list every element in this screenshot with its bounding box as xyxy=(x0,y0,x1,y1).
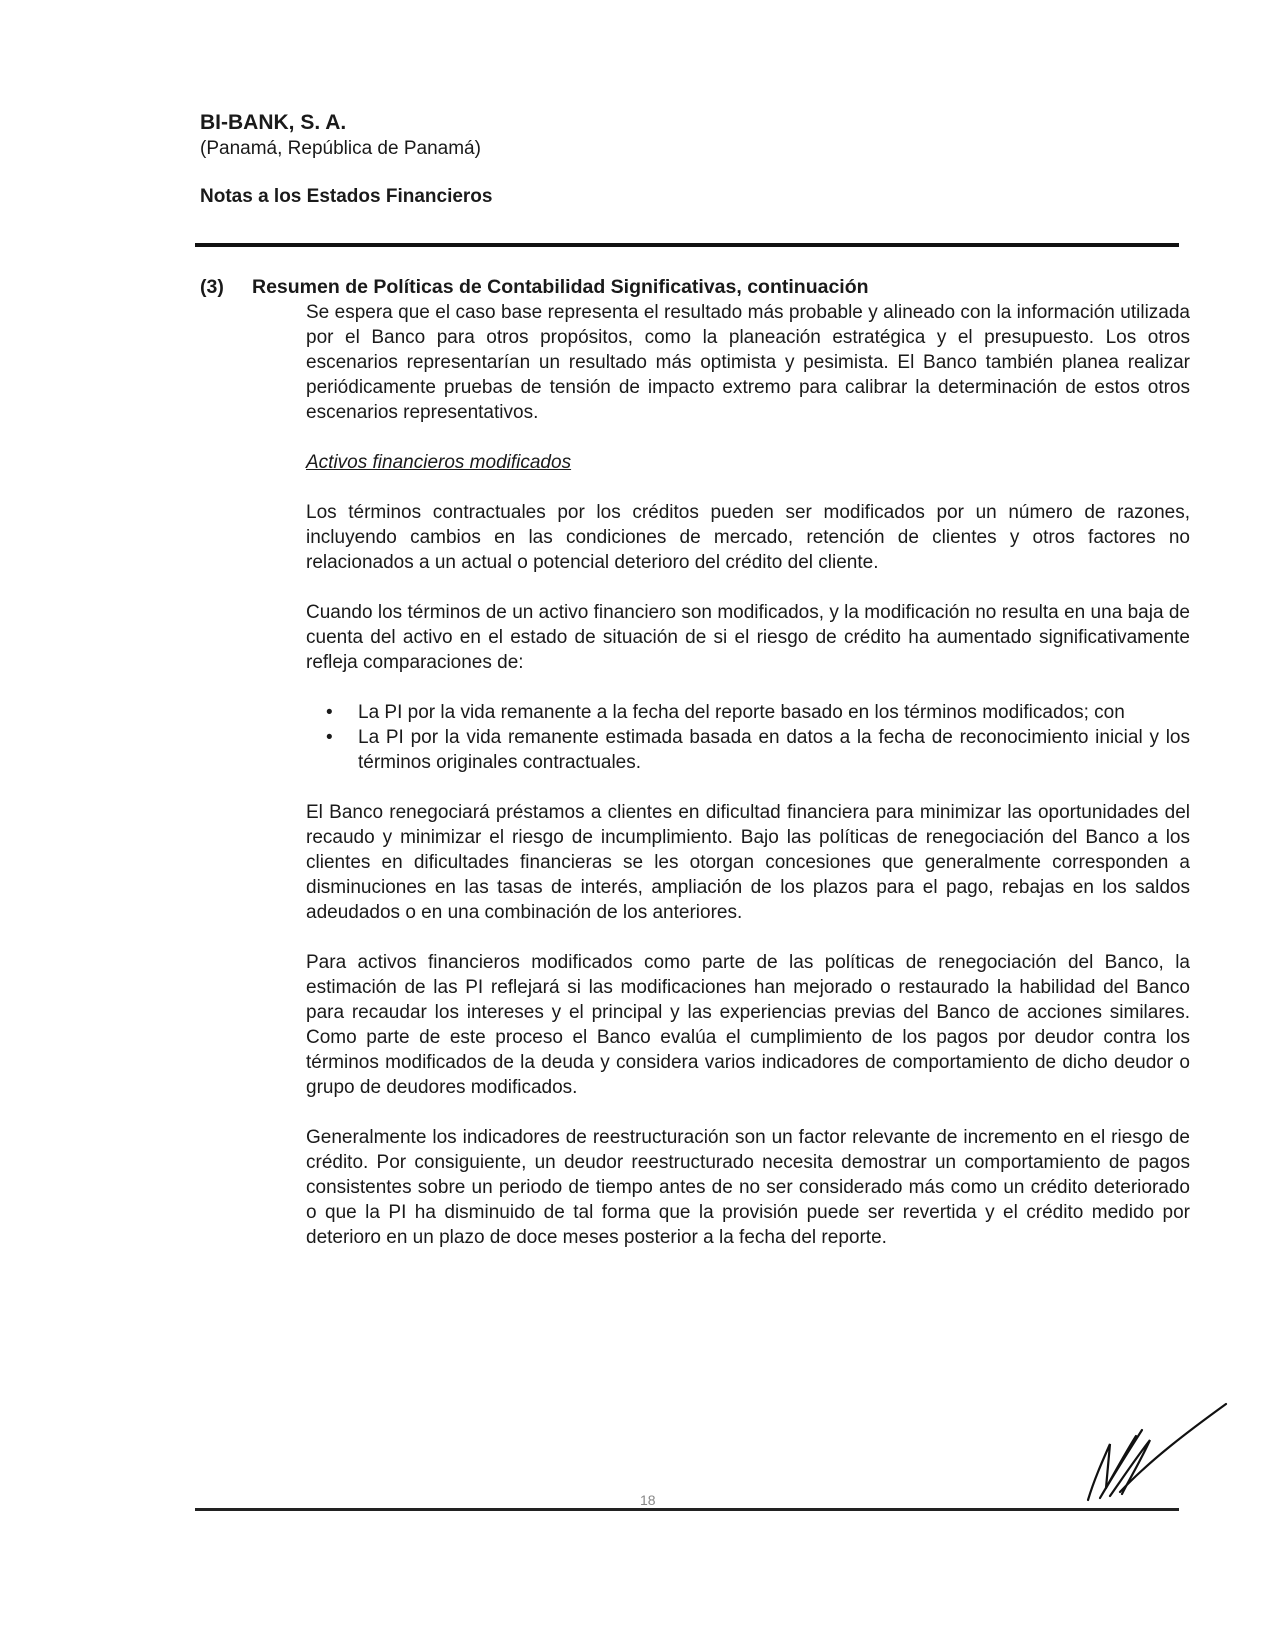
subheading-modified-assets: Activos financieros modificados xyxy=(306,452,572,473)
section-body xyxy=(306,300,1190,1250)
section-number: (3) xyxy=(200,276,224,298)
paragraph-scenarios: Se espera que el caso base representa el resultado más probable y alineado con la información utilizada por el Banco para otros propósitos, como la planeación estratégica y el presupuesto. Los otros escenarios representarían un resultado más optimista y pesimista. El Banco también planea realizar periódicamente pruebas de tensión de impacto extremo para calibrar la determinación de estos otros escenarios representativos. xyxy=(306,302,1190,423)
list-item: • La PI por la vida remanente a la fecha del reporte basado en los términos modificados; con xyxy=(326,702,1125,723)
section-heading xyxy=(200,275,1190,300)
signature-mark xyxy=(1080,1400,1230,1510)
bullet-list xyxy=(306,700,1190,775)
company-location: (Panamá, República de Panamá) xyxy=(200,138,481,159)
section-title: Resumen de Políticas de Contabilidad Significativas, continuación xyxy=(252,276,869,298)
header-divider xyxy=(195,243,1179,247)
bullet-icon: • xyxy=(326,702,333,723)
list-item: • La PI por la vida remanente estimada basada en datos a la fecha de reconocimiento inicial y los términos originales contractuales. xyxy=(326,727,1190,773)
footer-divider xyxy=(195,1508,1179,1511)
document-header xyxy=(200,110,1190,210)
bullet-icon: • xyxy=(326,727,333,748)
paragraph-renegotiation: El Banco renegociará préstamos a clientes en dificultad financiera para minimizar las oportunidades del recaudo y minimizar el riesgo de incumplimiento. Bajo las políticas de renegociación del Banco a los clientes en dificultades financieras se les otorgan concesiones que generalmente corresponden a disminuciones en las tasas de interés, ampliación de los plazos para el pago, rebajas en los saldos adeudados o en una combinación de los anteriores. xyxy=(306,802,1190,923)
notes-title: Notas a los Estados Financieros xyxy=(200,186,493,207)
paragraph-restructuring: Generalmente los indicadores de reestructuración son un factor relevante de incremento en el riesgo de crédito. Por consiguiente, un deudor reestructurado necesita demostrar un comportamiento de pagos consistentes sobre un periodo de tiempo antes de no ser considerado más como un crédito deteriorado o que la PI ha disminuido de tal forma que la provisión puede ser revertida y el crédito medido por deterioro en un plazo de doce meses posterior a la fecha del reporte. xyxy=(306,1127,1190,1248)
paragraph-modification: Cuando los términos de un activo financiero son modificados, y la modificación no resulta en una baja de cuenta del activo en el estado de situación de si el riesgo de crédito ha aumentado significativamente refleja comparaciones de: xyxy=(306,602,1190,673)
paragraph-contract-terms: Los términos contractuales por los créditos pueden ser modificados por un número de razones, incluyendo cambios en las condiciones de mercado, retención de clientes y otros factores no relacionados a un actual o potencial deterioro del crédito del cliente. xyxy=(306,502,1190,573)
paragraph-pi-estimation: Para activos financieros modificados como parte de las políticas de renegociación del Banco, la estimación de las PI reflejará si las modificaciones han mejorado o restaurado la habilidad del Banco para recaudar los intereses y el principal y las experiencias previas del Banco de acciones similares. Como parte de este proceso el Banco evalúa el cumplimiento de los pagos por deudor contra los términos modificados de la deuda y considera varios indicadores de comportamiento de dicho deudor o grupo de deudores modificados. xyxy=(306,952,1190,1098)
company-name: BI-BANK, S. A. xyxy=(200,111,347,134)
page-number: 18 xyxy=(640,1492,656,1508)
section-3 xyxy=(200,275,1190,1275)
